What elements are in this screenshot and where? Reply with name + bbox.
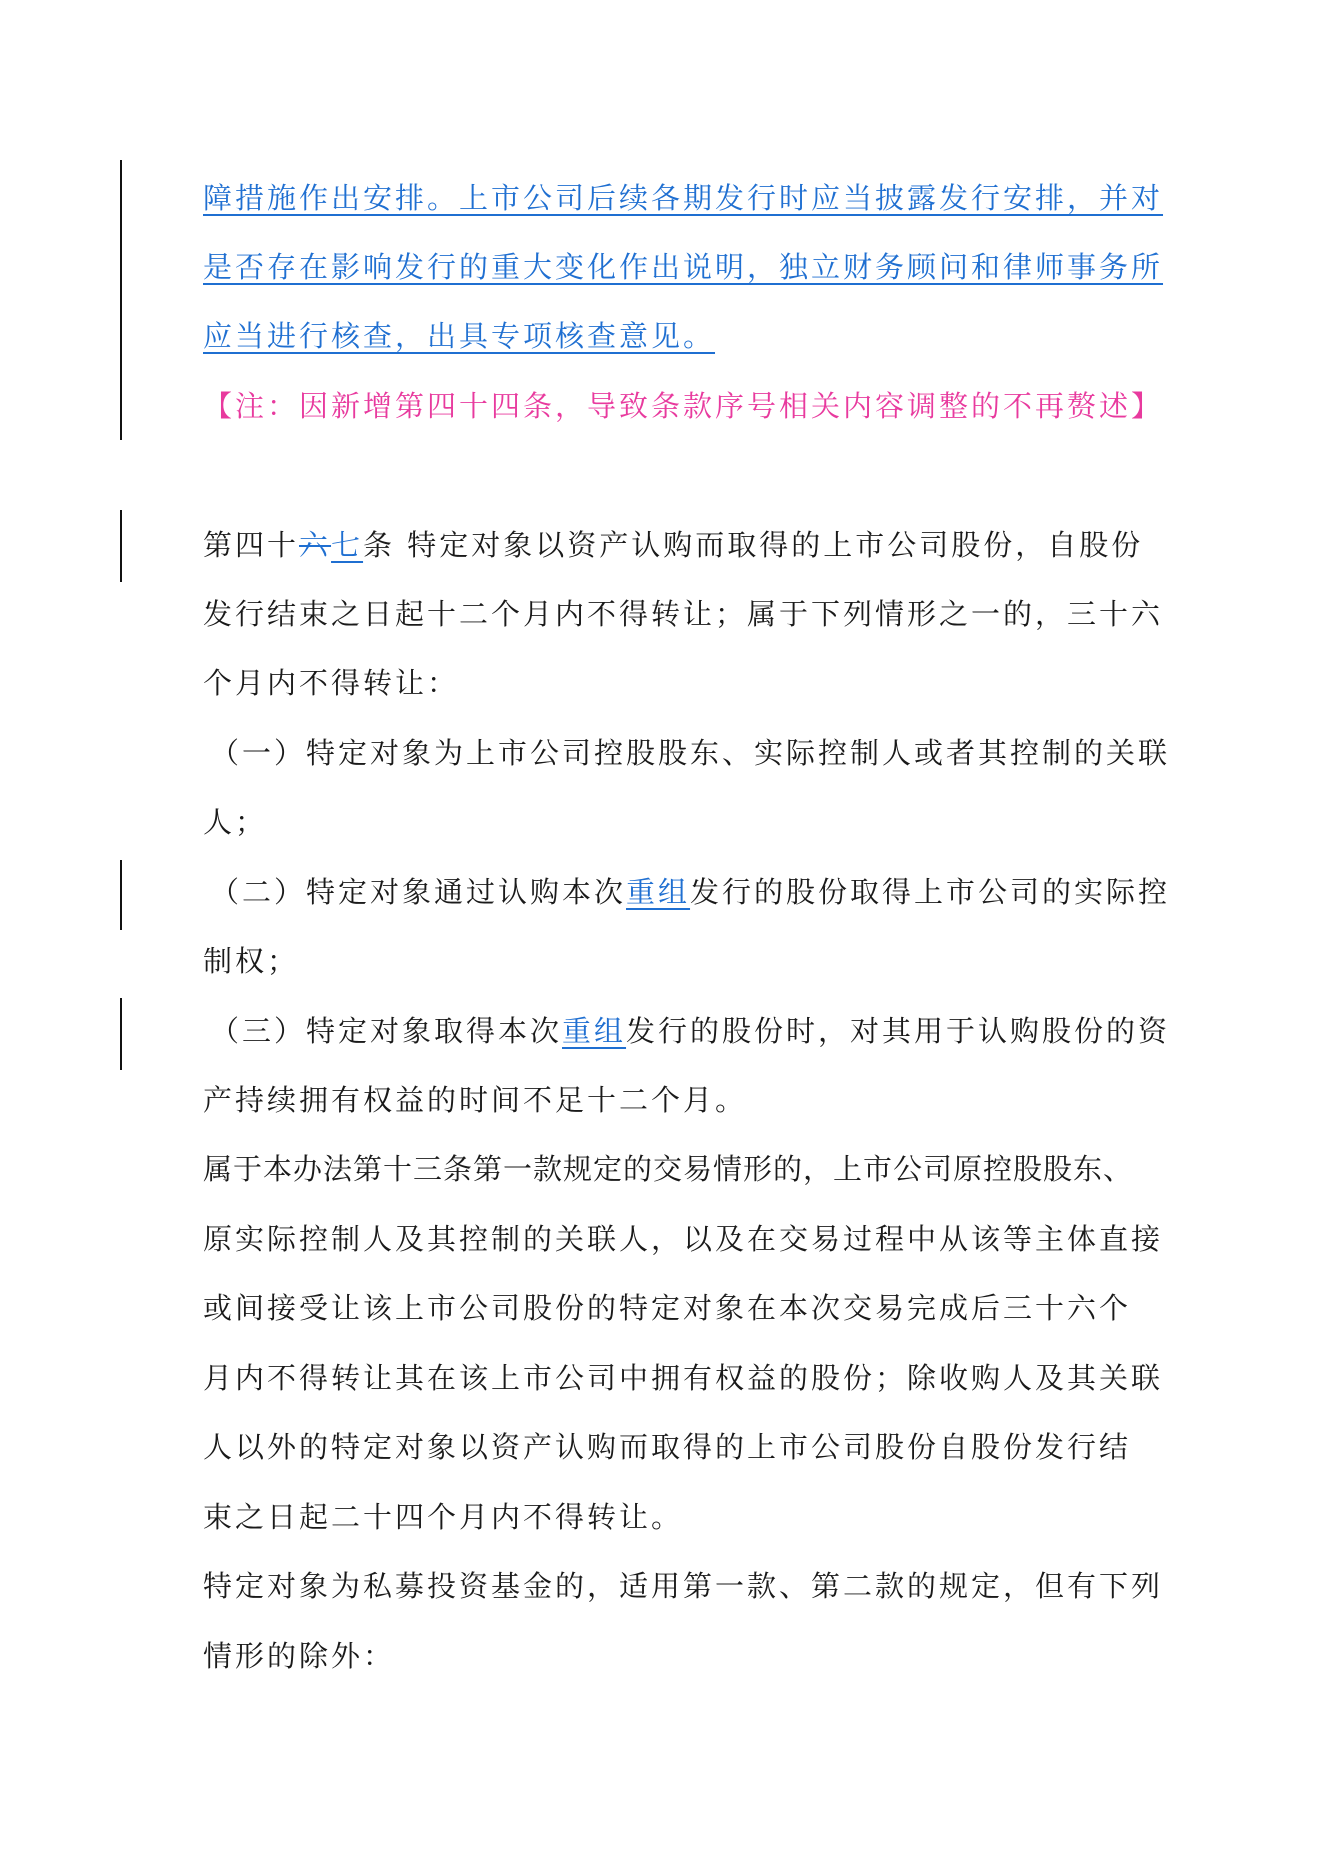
paragraph-line: 属于本办法第十三条第一款规定的交易情形的，上市公司原控股股东、 — [203, 1152, 1134, 1186]
item-three-text: 发行的股份时，对其用于认购股份的资 — [626, 1014, 1171, 1048]
inserted-text-line: 障措施作出安排。上市公司后续各期发行时应当披露发行安排，并对 — [203, 181, 1164, 215]
item-two-text: （二）特定对象通过认购本次 — [210, 875, 627, 909]
item-two-line — [210, 872, 1170, 912]
change-bar — [120, 860, 122, 930]
revision-note: 【注：因新增第四十四条，导致条款序号相关内容调整的不再赘述】 — [203, 389, 1164, 423]
article-text: 特定对象以资产认购而取得的上市公司股份，自股份 — [395, 528, 1144, 562]
article-text-line: 发行结束之日起十二个月内不得转让；属于下列情形之一的，三十六 — [203, 597, 1164, 631]
paragraph-line: 人以外的特定对象以资产认购而取得的上市公司股份自股份发行结 — [203, 1430, 1132, 1464]
paragraph-line: 原实际控制人及其控制的关联人，以及在交易过程中从该等主体直接 — [203, 1222, 1164, 1256]
deleted-number: 六 — [299, 528, 332, 562]
item-three-text: （三）特定对象取得本次 — [210, 1014, 563, 1048]
paragraph-line: 情形的除外： — [203, 1639, 396, 1673]
article-number-suffix: 条 — [363, 528, 396, 562]
inserted-word: 重组 — [562, 1014, 627, 1048]
paragraph-line: 特定对象为私募投资基金的，适用第一款、第二款的规定，但有下列 — [203, 1569, 1164, 1603]
item-two-line: 制权； — [203, 944, 300, 978]
paragraph-line: 束之日起二十四个月内不得转让。 — [203, 1500, 684, 1534]
item-one-line: （一）特定对象为上市公司控股股东、实际控制人或者其控制的关联 — [210, 736, 1171, 770]
paragraph-line: 或间接受让该上市公司股份的特定对象在本次交易完成后三十六个 — [203, 1291, 1132, 1325]
paragraph-line: 月内不得转让其在该上市公司中拥有权益的股份；除收购人及其关联 — [203, 1361, 1164, 1395]
item-three-line — [210, 1011, 1170, 1051]
item-one-line: 人； — [203, 805, 268, 839]
inserted-word: 重组 — [626, 875, 691, 909]
item-two-text: 发行的股份取得上市公司的实际控 — [690, 875, 1171, 909]
article-text-line: 个月内不得转让： — [203, 666, 460, 700]
article-heading-line — [203, 525, 1143, 565]
change-bar — [120, 510, 122, 582]
article-number-prefix: 第四十 — [203, 528, 300, 562]
inserted-number: 七 — [331, 528, 364, 562]
inserted-text-line: 是否存在影响发行的重大变化作出说明，独立财务顾问和律师事务所 — [203, 250, 1164, 284]
change-bar — [120, 998, 122, 1070]
inserted-text-line: 应当进行核查，出具专项核查意见。 — [203, 319, 716, 353]
item-three-line: 产持续拥有权益的时间不足十二个月。 — [203, 1083, 748, 1117]
change-bar — [120, 160, 122, 440]
